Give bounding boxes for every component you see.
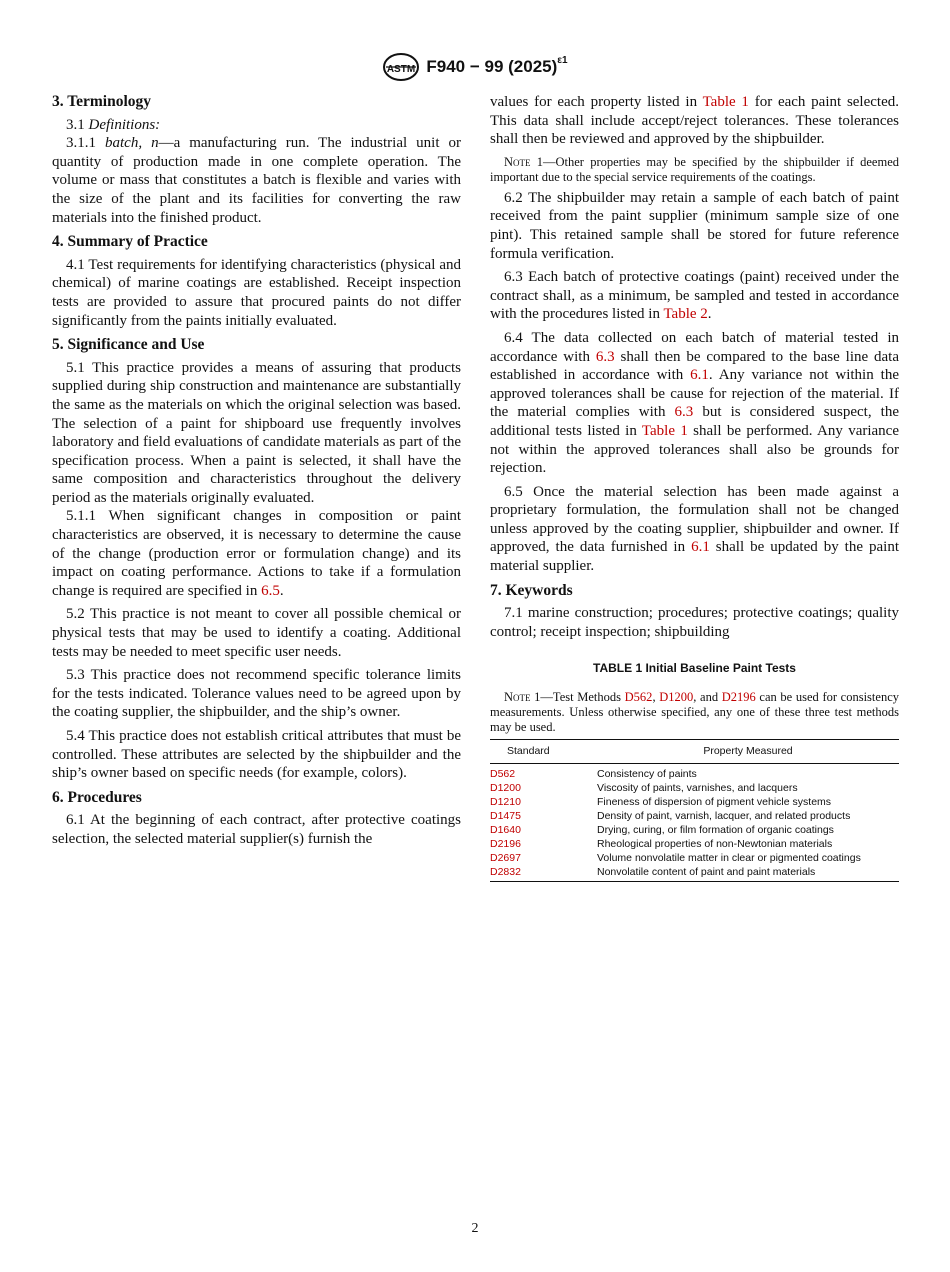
table-row xyxy=(490,809,899,823)
link-6-1[interactable]: 6.1 xyxy=(691,539,710,556)
link-6-3[interactable]: 6.3 xyxy=(595,348,615,365)
table-row xyxy=(490,851,899,865)
standard-link[interactable]: D562 xyxy=(490,767,516,780)
link-6-1[interactable]: 6.1 xyxy=(690,367,709,384)
para-3-1: 3.1 Definitions: xyxy=(66,116,161,133)
column-header-property: Property Measured xyxy=(597,740,899,764)
para-6-3: 6.3 Each batch of protective coatings (paint) received under the contract shall, as a minimum, be sampled and tested in accordance with the procedures listed in Table 2. xyxy=(490,269,899,323)
para-5-1: 5.1 This practice provides a means of assuring that products supplied during ship construction and maintenance are substantially the same as the materials on which the original selection was based. The selection of a paint for shipboard use frequently involves laboratory and field evaluations of candidate materials as part of the specification process. When a paint is selected, it shall have the same composition and characteristics throughout the delivery period as the materials originally evaluated. xyxy=(52,359,461,506)
property-cell: Drying, curing, or film formation of organic coatings xyxy=(597,823,834,836)
property-cell: Viscosity of paints, varnishes, and lacquers xyxy=(597,781,798,794)
para-6-1-continued: values for each property listed in Table 1 for each paint selected. This data shall include accept/reject tolerances. These tolerances shall then be reviewed and approved by the shipbuilder. xyxy=(490,94,899,148)
para-5-4: 5.4 This practice does not establish critical attributes that must be controlled. These attributes are selected by the shipbuilder and the ship’s owner based on specific needs (for example, colors). xyxy=(52,728,461,782)
standard-link[interactable]: D1475 xyxy=(490,809,521,822)
table-1 xyxy=(490,739,899,882)
property-cell: Rheological properties of non-Newtonian materials xyxy=(597,837,833,850)
link-table-2[interactable]: Table 2 xyxy=(663,306,708,323)
document-designation: F940 − 99 $(2025)^{\varepsilon 1}$ xyxy=(426,55,568,76)
standard-link[interactable]: D2697 xyxy=(490,851,521,864)
section-4-heading: 4. Summary of Practice xyxy=(52,233,208,251)
para-5-2: 5.2 This practice is not meant to cover all possible chemical or physical tests that may be used to identify a coating. Additional tests may be needed to meet specific user needs. xyxy=(52,606,461,660)
property-cell: Volume nonvolatile matter in clear or pigmented coatings xyxy=(597,851,861,864)
section-5-heading: 5. Significance and Use xyxy=(52,336,205,354)
standard-link[interactable]: D2832 xyxy=(490,865,597,882)
link-d1200[interactable]: D1200 xyxy=(659,690,694,705)
table-1-note: Note 1—Test Methods D562, D1200, and D2196 can be used for consistency measurements. Unless otherwise specified, any one of these three test methods may be used. xyxy=(490,690,899,735)
section-6-heading: 6. Procedures xyxy=(52,788,142,806)
page-number: 2 xyxy=(471,1221,479,1236)
section-3-heading: 3. Terminology xyxy=(52,93,152,110)
standard-link[interactable]: D1210 xyxy=(490,795,521,808)
standard-link[interactable]: D1640 xyxy=(490,823,521,836)
epsilon-superscript: ε1 xyxy=(557,55,568,67)
property-cell: Consistency of paints xyxy=(597,767,697,780)
table-row xyxy=(490,865,899,882)
property-cell: Fineness of dispersion of pigment vehicle systems xyxy=(597,795,832,808)
note-1: Note 1—Other properties may be specified by the shipbuilder if deemed important due to the special service requirements of the coatings. xyxy=(490,154,899,184)
property-cell: Density of paint, varnish, lacquer, and related products xyxy=(597,809,851,822)
para-6-4: 6.4 The data collected on each batch of material tested in accordance with 6.3 shall then be compared to the base line data established in accordance with 6.1. Any variance not within the approved tolerances shall be cause for rejection of the material. If the material complies with 6.3 but is considered suspect, the additional tests listed in Table 1 shall be performed. Any variance not within the approved tolerances shall also be grounds for rejection. xyxy=(490,329,900,477)
property-cell: Nonvolatile content of paint and paint materials xyxy=(597,865,899,882)
para-3-1-1: 3.1.1 batch, n—a manufacturing run. The industrial unit or quantity of production made in one complete operation. The volume or mass that constitutes a batch is flexible and varies with the size of the plant and its facilities for converting the raw materials into the finished product. xyxy=(52,135,461,226)
link-6-5[interactable]: 6.5 xyxy=(261,582,280,599)
para-7-1: 7.1 marine construction; procedures; protective coatings; quality control; receipt inspection; shipbuilding xyxy=(490,605,899,640)
link-table-1[interactable]: Table 1 xyxy=(641,422,688,439)
table-row xyxy=(490,837,899,851)
left-column xyxy=(52,93,461,849)
para-6-5: 6.5 Once the material selection has been made against a proprietary formulation, the formulation shall not be changed unless approved by the coating supplier, shipbuilder and owner. If approved, the data furnished in 6.1 shall be updated by the paint material supplier. xyxy=(490,483,899,575)
table-row xyxy=(490,763,899,781)
column-header-standard: Standard xyxy=(490,740,597,764)
logo-lettering: ASTM xyxy=(387,64,416,75)
page-header xyxy=(0,52,950,84)
section-7-heading: 7. Keywords xyxy=(490,581,573,599)
link-d562[interactable]: D562 xyxy=(624,690,653,705)
para-5-3: 5.3 This practice does not recommend specific tolerance limits for the tests indicated. Tolerance values need to be agreed upon by the coating supplier, the shipbuilder, and the ship’s owner. xyxy=(52,667,461,721)
astm-logo-icon xyxy=(382,52,420,82)
right-column xyxy=(490,93,899,882)
para-4-1: 4.1 Test requirements for identifying characteristics (physical and chemical) of marine coatings are established. Receipt inspection tests are provided to assure that procured paints do not differ significantly from the paints initially evaluated. xyxy=(52,256,461,329)
table-row xyxy=(490,823,899,837)
table-header-row xyxy=(490,740,899,764)
standard-link[interactable]: D2196 xyxy=(490,837,521,850)
table-row xyxy=(490,781,899,795)
table-row xyxy=(490,795,899,809)
link-d2196[interactable]: D2196 xyxy=(721,690,756,705)
para-6-1: 6.1 At the beginning of each contract, after protective coatings selection, the selected material supplier(s) furnish the xyxy=(52,812,461,847)
para-5-1-1: 5.1.1 When significant changes in composition or paint characteristics are observed, it is necessary to determine the cause of the change (production error or formulation change) and its impact on coating performance. Actions to take if a formulation change is required are specified in 6.5. xyxy=(52,508,461,599)
link-6-3[interactable]: 6.3 xyxy=(674,404,694,421)
para-6-2: 6.2 The shipbuilder may retain a sample of each batch of paint received from the paint supplier (minimum sample size of one pint). This retained sample shall be stored for future reference formula verification. xyxy=(490,189,899,262)
standard-link[interactable]: D1200 xyxy=(490,781,521,794)
link-table-1[interactable]: Table 1 xyxy=(702,94,749,110)
table-1-title: TABLE 1 Initial Baseline Paint Tests xyxy=(593,661,796,676)
